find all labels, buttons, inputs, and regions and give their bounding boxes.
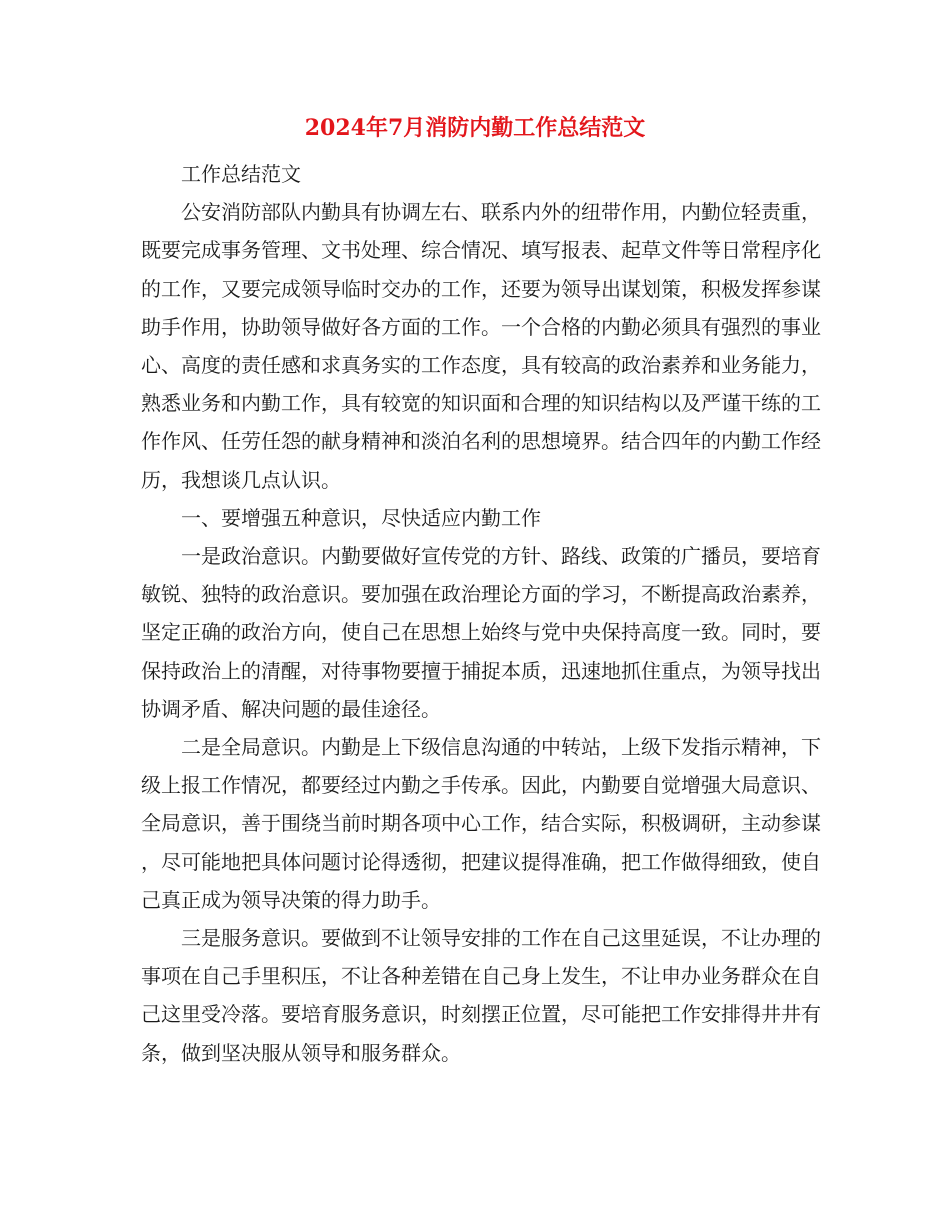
section-heading-1: 一、要增强五种意识，尽快适应内勤工作 — [181, 505, 541, 530]
paragraph-service-awareness: 三是服务意识。要做到不让领导安排的工作在自己这里延误，不让办理的事项在自己手里积压，不让各种差错在自己身上发生，不让申办业务群众在自己这里受冷落。要培育服务意识，时刻摆正位置，尽可能把工作安排得井井有条，做到坚决服从领导和服务群众。 — [141, 926, 821, 1065]
document-title: 2024年7月消防内勤工作总结范文 — [304, 115, 646, 141]
document-body — [141, 155, 821, 1072]
paragraph-intro: 公安消防部队内勤具有协调左右、联系内外的纽带作用，内勤位轻责重，既要完成事务管理、文书处理、综合情况、填写报表、起草文件等日常程序化的工作，又要完成领导临时交办的工作，还要为领导出谋划策，积极发挥参谋助手作用，协助领导做好各方面的工作。一个合格的内勤必须具有强烈的事业心、高度的责任感和求真务实的工作态度，具有较高的政治素养和业务能力，熟悉业务和内勤工作，具有较宽的知识面和合理的知识结构以及严谨干练的工作作风、任劳任怨的献身精神和淡泊名利的思想境界。结合四年的内勤工作经历，我想谈几点认识。 — [141, 200, 821, 492]
paragraph-overall-awareness: 二是全局意识。内勤是上下级信息沟通的中转站，上级下发指示精神，下级上报工作情况，都要经过内勤之手传承。因此，内勤要自觉增强大局意识、全局意识，善于围绕当前时期各项中心工作，结合实际，积极调研，主动参谋，尽可能地把具体问题讨论得透彻，把建议提得准确，把工作做得细致，使自己真正成为领导决策的得力助手。 — [141, 735, 821, 912]
paragraph-political-awareness: 一是政治意识。内勤要做好宣传党的方针、路线、政策的广播员，要培育敏锐、独特的政治意识。要加强在政治理论方面的学习，不断提高政治素养，坚定正确的政治方向，使自己在思想上始终与党中央保持高度一致。同时，要保持政治上的清醒，对待事物要擅于捕捉本质，迅速地抓住重点，为领导找出协调矛盾、解决问题的最佳途径。 — [141, 544, 821, 721]
document-subtitle: 工作总结范文 — [181, 162, 301, 186]
